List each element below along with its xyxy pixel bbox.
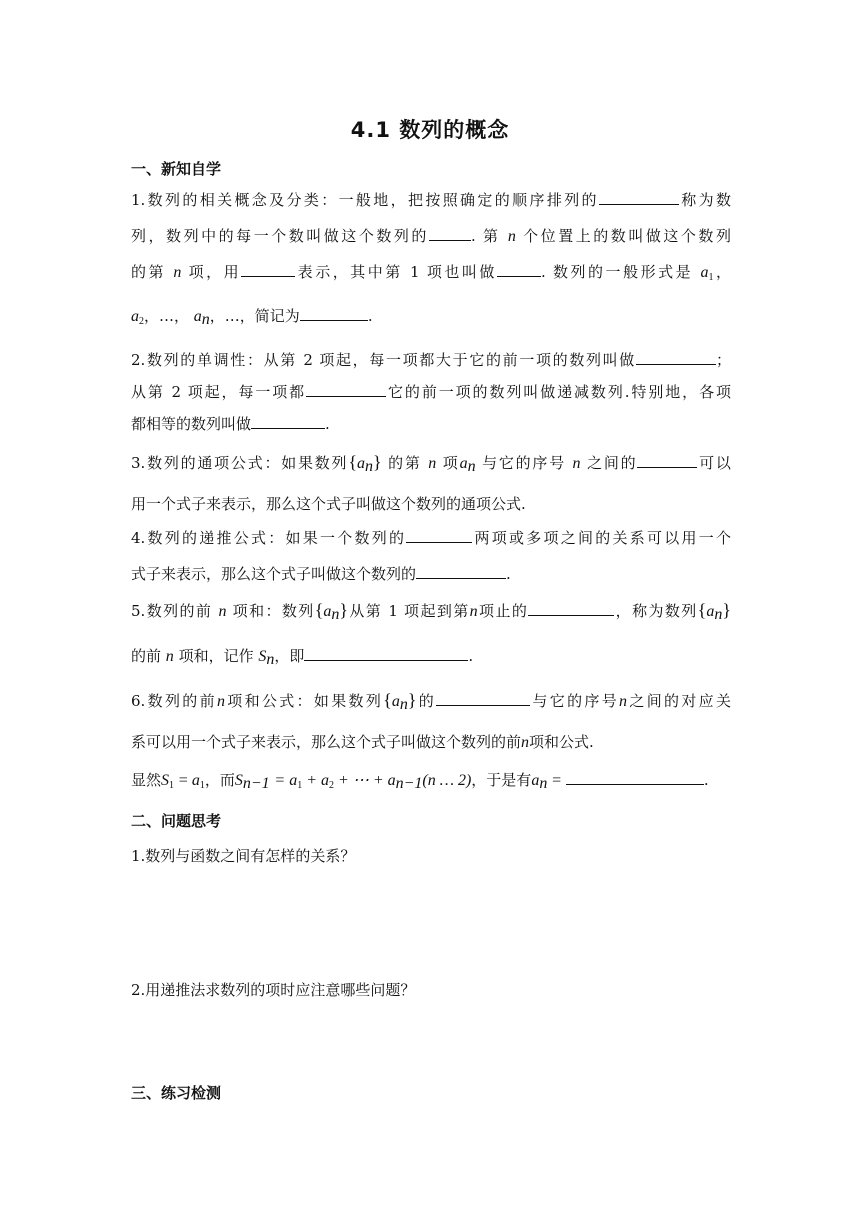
p6-line3: 显然$S_1 = a_1$，而$S_{n-1} = a_1 + a_2$ + ⋯ + $a_{n-1}(n$ … 2)，于是有$a_n$ = .: [131, 771, 709, 792]
blank-15: [566, 770, 704, 785]
blank-12: [528, 601, 614, 616]
blank-6: [636, 350, 716, 365]
blank-10: [406, 528, 472, 543]
blank-11: [416, 564, 506, 579]
p1-line1: 1.数列的相关概念及分类：一般地，把按照确定的顺序排列的 称为数: [131, 191, 731, 209]
section-heading-3: 三、练习检测: [131, 1084, 222, 1102]
p1-line2: 列，数列中的每一个数叫做这个数列的 . 第 n 个位置上的数叫做这个数列: [131, 227, 731, 245]
blank-13: [304, 646, 468, 661]
p2-line3: 都相等的数列叫做 .: [131, 415, 330, 433]
blank-1: [599, 190, 679, 205]
blank-4: [497, 262, 541, 277]
blank-14: [436, 691, 530, 706]
blank-9: [637, 453, 697, 468]
p2-line1: 2.数列的单调性：从第 2 项起，每一项都大于它的前一项的数列叫做 ；: [131, 351, 731, 369]
p6-line2: 系可以用一个式子来表示，那么这个式子叫做这个数列的前n项和公式.: [131, 733, 594, 751]
p3-line1: 3.数列的通项公式：如果数列$\{a_n\}$ 的第 n 项$a_n$ 与它的序号 n 之间的 可以: [131, 452, 731, 475]
p2-line2: 从第 2 项起，每一项都 它的前一项的数列叫做递减数列.特别地，各项: [131, 383, 731, 401]
question-2: 2.用递推法求数列的项时应注意哪些问题？: [131, 981, 416, 999]
p1-line4: $a_2$，…， $a_n$，…，简记为 .: [131, 307, 373, 328]
p6-line1: 6.数列的前n项和公式：如果数列$\{a_n\}$的 与它的序号n之间的对应关: [131, 690, 731, 713]
blank-7: [306, 382, 386, 397]
p5-line2: 的前 n 项和，记作 $S_n$，即 .: [131, 647, 474, 668]
p5-line1: 5.数列的前 n 项和：数列$\{a_n\}$从第 1 项起到第n项止的 ，称为数列$\{a_n\}$: [131, 600, 731, 623]
blank-5: [300, 306, 368, 321]
question-1: 1.数列与函数之间有怎样的关系？: [131, 847, 356, 865]
p4-line2: 式子来表示，那么这个式子叫做这个数列的 .: [131, 565, 511, 583]
blank-3: [241, 262, 295, 277]
section-heading-1: 一、新知自学: [131, 160, 222, 178]
p1-line3: 的第 n 项，用 表示，其中第 1 项也叫做 . 数列的一般形式是 $a_1$，: [131, 263, 731, 283]
p4-line1: 4.数列的递推公式：如果一个数列的 两项或多项之间的关系可以用一个: [131, 529, 731, 547]
blank-2: [429, 226, 471, 241]
p3-line2: 用一个式子来表示，那么这个式子叫做这个数列的通项公式.: [131, 495, 526, 513]
blank-8: [251, 414, 325, 429]
section-heading-2: 二、问题思考: [131, 812, 222, 830]
page-title: 4.1 数列的概念: [350, 118, 510, 142]
